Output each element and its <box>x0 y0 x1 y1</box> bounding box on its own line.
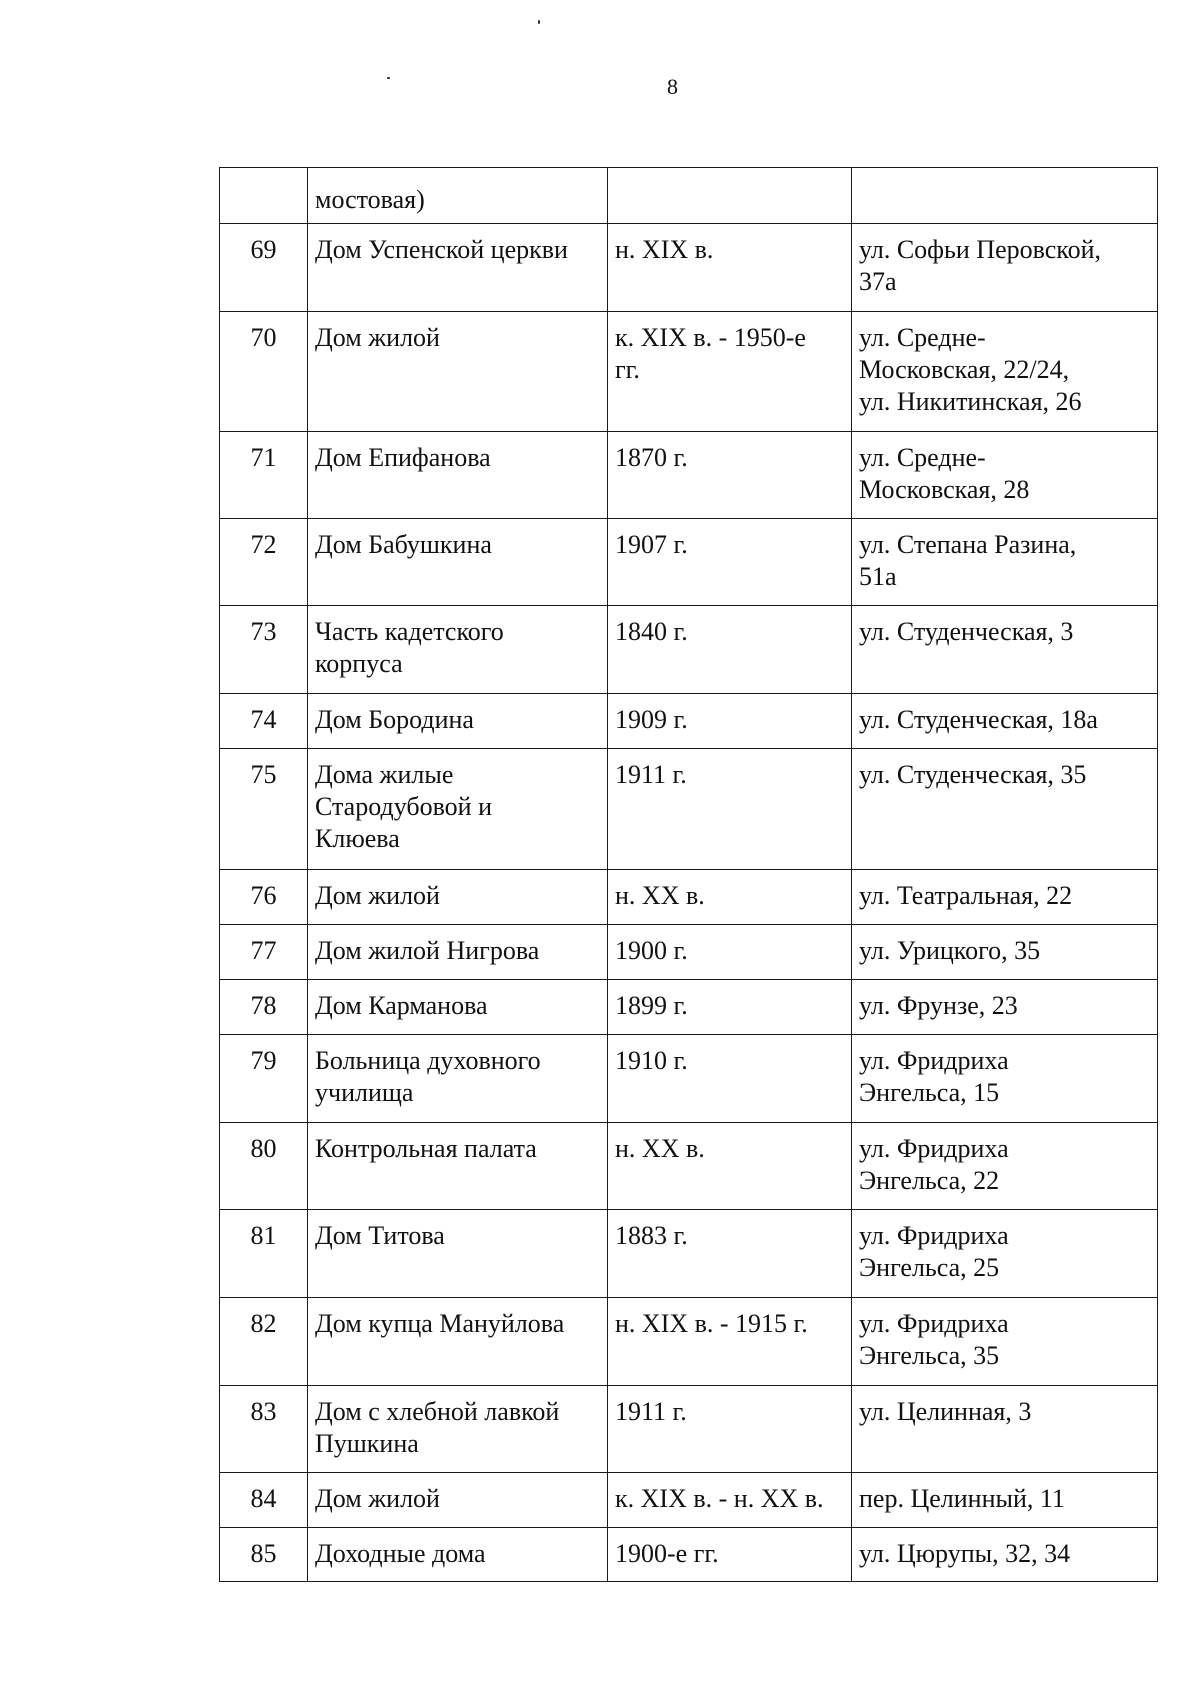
cell-name <box>308 749 608 870</box>
cell-num-text: 82 <box>250 1309 277 1338</box>
cell-address-text: ул. Студенческая, 3 <box>859 617 1074 646</box>
cell-name-text: Дом Карманова <box>315 991 488 1020</box>
cell-num-text: 83 <box>250 1397 277 1426</box>
cell-name-text: Часть кадетского корпуса <box>315 617 504 678</box>
cell-num-text: 71 <box>250 443 277 472</box>
cell-num-text: 69 <box>250 235 277 264</box>
cell-num <box>220 224 308 312</box>
cell-address-text: ул. Софьи Перовской, 37а <box>859 235 1101 296</box>
table-row <box>220 432 1158 519</box>
cell-num <box>220 1123 308 1210</box>
cell-address-text: ул. Фридриха Энгельса, 25 <box>859 1221 1009 1282</box>
cell-address-text: ул. Фридриха Энгельса, 22 <box>859 1134 1009 1195</box>
cell-num-text: 76 <box>250 881 277 910</box>
cell-num <box>220 749 308 870</box>
cell-name <box>308 606 608 694</box>
cell-name <box>308 925 608 980</box>
cell-name <box>308 980 608 1035</box>
cell-address <box>852 1473 1158 1528</box>
cell-name-text: Контрольная палата <box>315 1134 537 1163</box>
cell-address <box>852 749 1158 870</box>
cell-num <box>220 980 308 1035</box>
cell-address-text: ул. Фридриха Энгельса, 35 <box>859 1309 1009 1370</box>
cell-address <box>852 1298 1158 1386</box>
cell-address <box>852 1035 1158 1123</box>
cell-address <box>852 519 1158 606</box>
cell-date <box>608 519 852 606</box>
cell-name-text: Дом жилой Нигрова <box>315 936 540 965</box>
cell-num <box>220 1035 308 1123</box>
table-row-continuation <box>220 168 1158 224</box>
cell-name-text: Дом купца Мануйлова <box>315 1309 565 1338</box>
cell-name-text: Дом жилой <box>315 323 440 352</box>
cell-date-text: 1870 г. <box>615 443 688 472</box>
cell-num <box>220 606 308 694</box>
cell-num <box>220 1528 308 1582</box>
cell-date <box>608 1473 852 1528</box>
cell-num-text: 74 <box>250 705 277 734</box>
cell-address-text: ул. Средне- Московская, 28 <box>859 443 1030 504</box>
cell-num <box>220 432 308 519</box>
cell-date-text: 1911 г. <box>615 1397 687 1426</box>
cell-num-text: 84 <box>250 1484 277 1513</box>
table-row <box>220 925 1158 980</box>
cell-name-text: Больница духовного училища <box>315 1046 541 1107</box>
table-row <box>220 1298 1158 1386</box>
cell-num <box>220 870 308 925</box>
cell-address <box>852 980 1158 1035</box>
cell-name-text: Дом с хлебной лавкой Пушкина <box>315 1397 560 1458</box>
cell-address-text: ул. Цюрупы, 32, 34 <box>859 1539 1071 1568</box>
cell-date <box>608 749 852 870</box>
table-row <box>220 606 1158 694</box>
cell-name <box>308 694 608 749</box>
cell-address <box>852 925 1158 980</box>
cell-name <box>308 1298 608 1386</box>
cell-date-text: 1909 г. <box>615 705 688 734</box>
table-row <box>220 749 1158 870</box>
table-row <box>220 1386 1158 1473</box>
cell-name-text: Дом Епифанова <box>315 443 491 472</box>
cell-date <box>608 1210 852 1298</box>
cell-num-text: 85 <box>250 1539 277 1568</box>
cell-name <box>308 168 608 224</box>
cell-address-text: ул. Степана Разина, 51а <box>859 530 1077 591</box>
cell-num-text: 70 <box>250 323 277 352</box>
cell-address <box>852 1386 1158 1473</box>
cell-num-text: 75 <box>250 760 277 789</box>
cell-date <box>608 168 852 224</box>
cell-date-text: к. XIX в. - 1950-е гг. <box>615 323 806 384</box>
cell-name <box>308 224 608 312</box>
cell-date-text: н. XX в. <box>615 881 705 910</box>
table-row <box>220 1123 1158 1210</box>
cell-date-text: 1911 г. <box>615 760 687 789</box>
table-row <box>220 224 1158 312</box>
cell-date-text: 1899 г. <box>615 991 688 1020</box>
cell-date <box>608 694 852 749</box>
cell-name <box>308 1035 608 1123</box>
cell-date <box>608 1123 852 1210</box>
cell-name-text: Доходные дома <box>315 1539 486 1568</box>
cell-date <box>608 1035 852 1123</box>
cell-address <box>852 870 1158 925</box>
cell-num <box>220 168 308 224</box>
cell-name-text: Дом Титова <box>315 1221 445 1250</box>
cell-name-text: Дома жилые Стародубовой и Клюева <box>315 760 493 853</box>
cell-date <box>608 870 852 925</box>
cell-address <box>852 168 1158 224</box>
cell-name <box>308 1473 608 1528</box>
cell-name <box>308 519 608 606</box>
cell-date <box>608 606 852 694</box>
cell-date-text: 1900 г. <box>615 936 688 965</box>
table-row <box>220 694 1158 749</box>
cell-date <box>608 224 852 312</box>
cell-name <box>308 1386 608 1473</box>
cell-name <box>308 1528 608 1582</box>
cell-address-text: ул. Театральная, 22 <box>859 881 1073 910</box>
cell-address <box>852 312 1158 432</box>
cell-date-text: 1910 г. <box>615 1046 688 1075</box>
cell-date <box>608 312 852 432</box>
cell-address <box>852 694 1158 749</box>
cell-date <box>608 980 852 1035</box>
cell-date <box>608 1528 852 1582</box>
cell-num <box>220 519 308 606</box>
cell-date-text: н. XX в. <box>615 1134 705 1163</box>
cell-address <box>852 606 1158 694</box>
cell-name-text: Дом Успенской церкви <box>315 235 568 264</box>
cell-name-text: мостовая) <box>315 185 425 214</box>
page-number: 8 <box>667 74 678 99</box>
cell-name-text: Дом жилой <box>315 1484 440 1513</box>
table-row <box>220 980 1158 1035</box>
cell-date-text: к. XIX в. - н. XX в. <box>615 1484 824 1513</box>
cell-name <box>308 312 608 432</box>
cell-address <box>852 224 1158 312</box>
cell-num-text: 72 <box>250 530 277 559</box>
table-row <box>220 1473 1158 1528</box>
cell-name <box>308 870 608 925</box>
table-body <box>220 168 1158 1582</box>
table-row <box>220 1528 1158 1582</box>
monuments-table <box>219 167 1158 1582</box>
cell-address <box>852 432 1158 519</box>
cell-address-text: ул. Студенческая, 35 <box>859 760 1087 789</box>
cell-date-text: 1883 г. <box>615 1221 688 1250</box>
cell-date-text: 1900-е гг. <box>615 1539 719 1568</box>
cell-date-text: 1907 г. <box>615 530 688 559</box>
cell-num <box>220 1473 308 1528</box>
cell-date-text: 1840 г. <box>615 617 688 646</box>
table-row <box>220 1210 1158 1298</box>
cell-num-text: 73 <box>250 617 277 646</box>
cell-address <box>852 1528 1158 1582</box>
cell-num <box>220 1386 308 1473</box>
cell-date <box>608 1386 852 1473</box>
cell-name-text: Дом жилой <box>315 881 440 910</box>
cell-address-text: пер. Целинный, 11 <box>859 1484 1065 1513</box>
cell-address <box>852 1123 1158 1210</box>
cell-date <box>608 1298 852 1386</box>
cell-num <box>220 312 308 432</box>
cell-address-text: ул. Студенческая, 18а <box>859 705 1098 734</box>
table-row <box>220 312 1158 432</box>
cell-name-text: Дом Бородина <box>315 705 474 734</box>
cell-address-text: ул. Урицкого, 35 <box>859 936 1041 965</box>
scan-speck <box>538 20 540 24</box>
table-row <box>220 870 1158 925</box>
cell-name-text: Дом Бабушкина <box>315 530 492 559</box>
cell-address-text: ул. Фридриха Энгельса, 15 <box>859 1046 1009 1107</box>
cell-name <box>308 432 608 519</box>
table-row <box>220 1035 1158 1123</box>
cell-date <box>608 925 852 980</box>
cell-name <box>308 1123 608 1210</box>
cell-num <box>220 694 308 749</box>
cell-address-text: ул. Средне- Московская, 22/24, ул. Никитинская, 26 <box>859 323 1082 416</box>
cell-num-text: 80 <box>250 1134 277 1163</box>
table-row <box>220 519 1158 606</box>
cell-address-text: ул. Целинная, 3 <box>859 1397 1032 1426</box>
cell-num <box>220 925 308 980</box>
cell-date-text: н. XIX в. <box>615 235 714 264</box>
cell-num-text: 81 <box>250 1221 277 1250</box>
cell-num-text: 78 <box>250 991 277 1020</box>
cell-num-text: 77 <box>250 936 277 965</box>
cell-num <box>220 1298 308 1386</box>
scan-speck <box>387 77 390 79</box>
cell-name <box>308 1210 608 1298</box>
cell-num <box>220 1210 308 1298</box>
cell-address-text: ул. Фрунзе, 23 <box>859 991 1018 1020</box>
cell-date-text: н. XIX в. - 1915 г. <box>615 1309 808 1338</box>
cell-address <box>852 1210 1158 1298</box>
cell-num-text: 79 <box>250 1046 277 1075</box>
cell-date <box>608 432 852 519</box>
